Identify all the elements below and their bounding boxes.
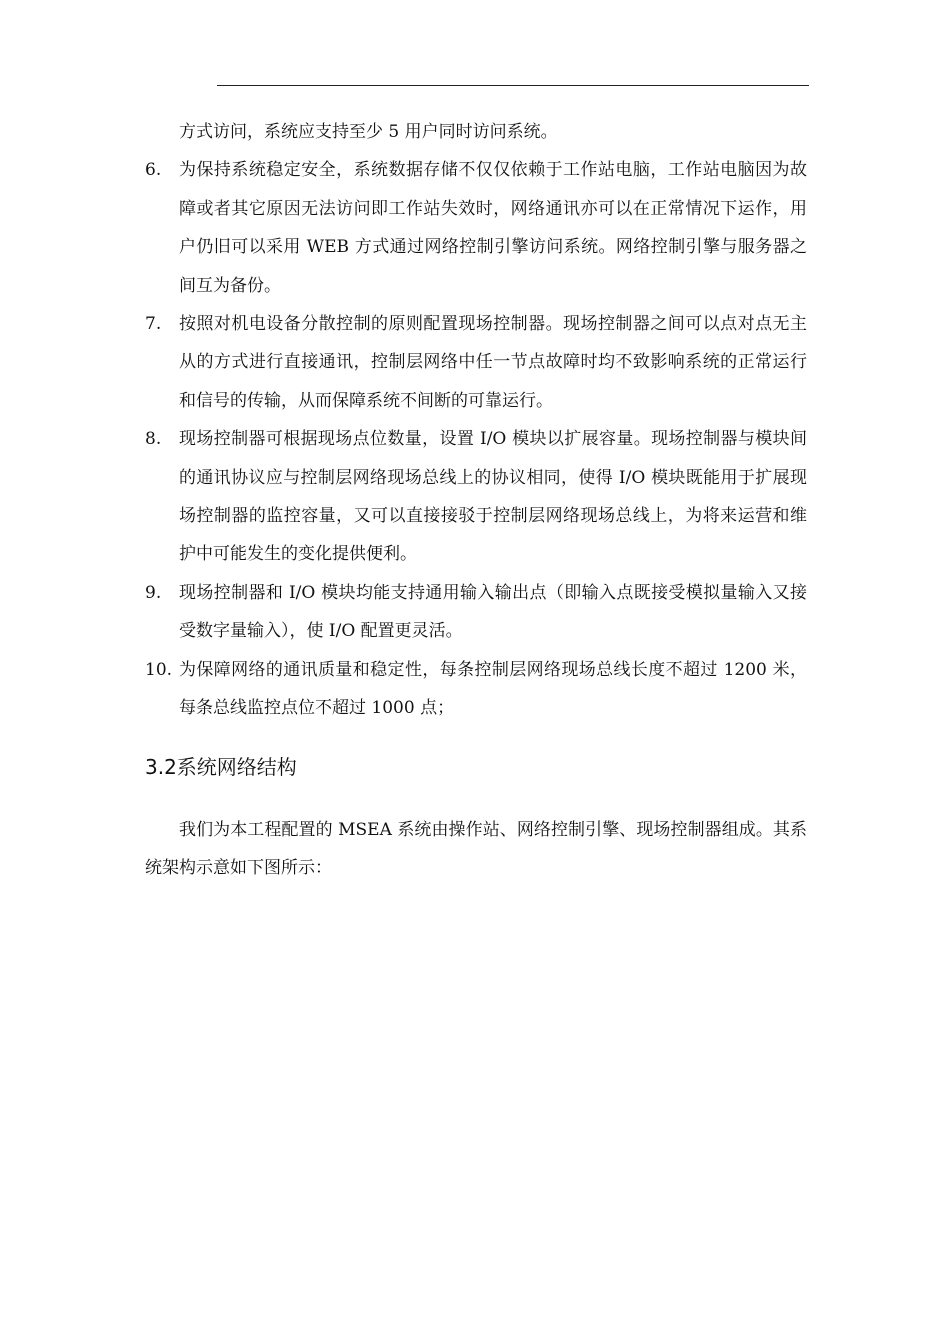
list-item-text: 现场控制器和 I/O 模块均能支持通用输入输出点（即输入点既接受模拟量输入又接受数字量输入），使 I/O 配置更灵活。 (179, 582, 807, 642)
list-item-text: 按照对机电设备分散控制的原则配置现场控制器。现场控制器之间可以点对点无主从的方式进行直接通讯，控制层网络中任一节点故障时均不致影响系统的正常运行和信号的传输，从而保障系统不间断的可靠运行。 (179, 314, 807, 411)
document-body (145, 113, 807, 887)
list-item-text: 为保障网络的通讯质量和稳定性，每条控制层网络现场总线长度不超过 1200 米，每条总线监控点位不超过 1000 点； (179, 659, 807, 719)
list-item (145, 151, 807, 305)
list-item-text: 为保持系统稳定安全，系统数据存储不仅仅依赖于工作站电脑，工作站电脑因为故障或者其它原因无法访问即工作站失效时，网络通讯亦可以在正常情况下运作，用户仍旧可以采用 WEB 方式通过网络控制引擎访问系统。网络控制引擎与服务器之间互为备份。 (179, 160, 807, 296)
list-item (145, 651, 807, 728)
section-heading: 3.2系统网络结构 (145, 754, 297, 779)
header-rule (217, 85, 809, 86)
list-item-number: 10. (145, 659, 173, 680)
list-item (145, 574, 807, 651)
list-item (145, 420, 807, 574)
list-item-number: 8. (145, 429, 162, 450)
continued-paragraph: 方式访问，系统应支持至少 5 用户同时访问系统。 (179, 122, 558, 142)
list-item-text: 现场控制器可根据现场点位数量，设置 I/O 模块以扩展容量。现场控制器与模块间的通讯协议应与控制层网络现场总线上的协议相同，使得 I/O 模块既能用于扩展现场控制器的监控容量，又可以直接接驳于控制层网络现场总线上，为将来运营和维护中可能发生的变化提供便利。 (179, 429, 807, 565)
list-item (145, 305, 807, 420)
list-item-number: 9. (145, 582, 162, 603)
body-paragraph: 我们为本工程配置的 MSEA 系统由操作站、网络控制引擎、现场控制器组成。其系统架构示意如下图所示： (145, 819, 807, 878)
list-item-number: 6. (145, 160, 162, 181)
list-item-number: 7. (145, 314, 162, 335)
